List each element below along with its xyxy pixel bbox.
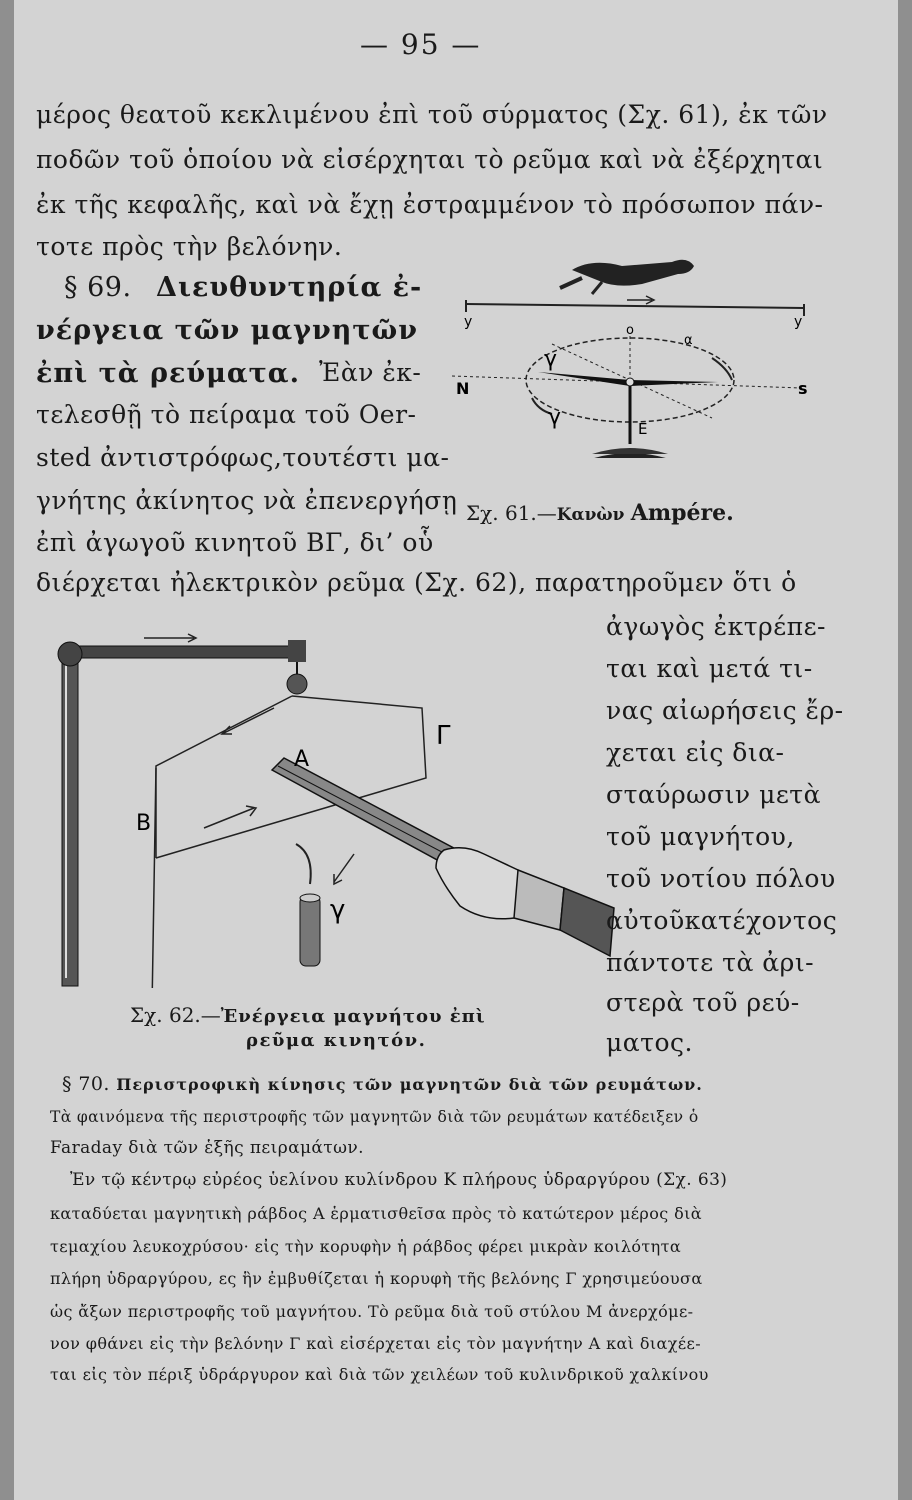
text-line: νον φθάνει εἰς τὴν βελόνην Γ καὶ εἰσέρχεται εἰς τὸν μαγνήτην Α καὶ διαχέε- bbox=[50, 1334, 702, 1353]
label-alpha: α bbox=[684, 333, 693, 348]
label-gamma-lower: γ bbox=[548, 405, 562, 430]
caption-title: Κανὼν bbox=[556, 505, 625, 525]
label-y-right: y bbox=[794, 314, 803, 330]
section-title: Διευθυντηρία ἐ- bbox=[156, 272, 423, 303]
label-gamma: γ bbox=[330, 895, 346, 925]
caption-prefix: Σχ. 62.— bbox=[130, 1003, 221, 1027]
label-G: Γ bbox=[436, 721, 451, 751]
text-line: ται εἰς τὸν πέριξ ὑδράργυρον καὶ διὰ τῶν χειλέων τοῦ κυλινδρικοῦ χαλκίνου bbox=[50, 1365, 709, 1384]
label-o: o bbox=[626, 323, 634, 338]
label-N: N bbox=[456, 379, 470, 398]
text-line: μέρος θεατοῦ κεκλιμένου ἐπὶ τοῦ σύρματος (Σχ. 61), ἐκ τῶν bbox=[36, 100, 828, 129]
figure-62-caption-line1 bbox=[130, 1003, 486, 1027]
text-line: sted ἀντιστρόφως,τουτέστι μα- bbox=[36, 443, 450, 472]
caption-name: Ampére. bbox=[630, 500, 734, 526]
page-number: — 95 — bbox=[360, 28, 482, 61]
figure-61-ampere-rule bbox=[442, 248, 832, 458]
section-number: § 69. bbox=[64, 272, 132, 303]
text-line: τεμαχίου λευκοχρύσου· εἰς τὴν κορυφὴν ἡ ράβδος φέρει μικρὰν κοιλότητα bbox=[50, 1237, 682, 1256]
figure-62-magnet-current bbox=[44, 618, 624, 988]
figure-62-caption-line2: ρεῦμα κινητόν. bbox=[246, 1030, 427, 1051]
text-line: τοτε πρὸς τὴν βελόνην. bbox=[36, 232, 343, 261]
text-line: ὡς ἄξων περιστροφῆς τοῦ μαγνήτου. Τὸ ρεῦμα διὰ τοῦ στύλου Μ ἀνερχόμε- bbox=[50, 1302, 694, 1321]
label-B: B bbox=[136, 811, 152, 836]
text-line: πλήρη ὑδραργύρου, ες ἣν ἐμβυθίζεται ἡ κορυφὴ τῆς βελόνης Γ χρησιμεύουσα bbox=[50, 1269, 703, 1288]
text-line: ματος. bbox=[606, 1028, 693, 1057]
label-E: E bbox=[638, 420, 648, 438]
book-page bbox=[14, 0, 898, 1500]
label-A: A bbox=[294, 747, 310, 772]
text-line: Τὰ φαινόμενα τῆς περιστροφῆς τῶν μαγνητῶν διὰ τῶν ρευμάτων κατέδειξεν ὁ bbox=[50, 1108, 699, 1126]
text-line: Ἐὰν ἐκ- bbox=[319, 358, 422, 387]
text-line: νας αἰωρήσεις ἔρ- bbox=[606, 696, 844, 725]
text-line: Faraday διὰ τῶν ἑξῆς πειραμάτων. bbox=[50, 1138, 364, 1158]
text-line: καταδύεται μαγνητικὴ ράβδος Α ἑρματισθεῖσα πρὸς τὸ κατώτερον μέρος διὰ bbox=[50, 1204, 703, 1223]
text-line: ἐπὶ ἀγωγοῦ κινητοῦ ΒΓ, δι’ οὗ bbox=[36, 528, 434, 557]
text-line: ἐκ τῆς κεφαλῆς, καὶ νὰ ἔχῃ ἐστραμμένον τὸ πρόσωπον πάν- bbox=[36, 190, 824, 219]
text-line: σταύρωσιν μετὰ bbox=[606, 780, 821, 809]
section-title: Περιστροφικὴ κίνησις τῶν μαγνητῶν διὰ τῶν ρευμάτων. bbox=[116, 1075, 703, 1094]
label-gamma: γ bbox=[544, 347, 558, 372]
text-line: στερὰ τοῦ ρεύ- bbox=[606, 988, 800, 1017]
caption-prefix: Σχ. 61.— bbox=[466, 501, 557, 525]
section-number: § 70. bbox=[62, 1073, 110, 1095]
text-line: διέρχεται ἠλεκτρικὸν ρεῦμα (Σχ. 62), παρατηροῦμεν ὅτι ὁ bbox=[36, 568, 797, 597]
text-line: πάντοτε τὰ ἀρι- bbox=[606, 948, 815, 977]
text-line: χεται εἰς δια- bbox=[606, 738, 785, 767]
section-title: νέργεια τῶν μαγνητῶν bbox=[36, 315, 418, 346]
section-title: ἐπὶ τὰ ρεύματα. bbox=[36, 358, 300, 389]
text-line: ται καὶ μετά τι- bbox=[606, 654, 813, 683]
label-S: s bbox=[798, 379, 808, 398]
label-y-left: y bbox=[464, 314, 473, 330]
text-line: τελεσθῇ τὸ πείραμα τοῦ Oer- bbox=[36, 400, 417, 429]
section-70-heading bbox=[62, 1073, 703, 1095]
text-line: γνήτης ἀκίνητος νὰ ἐπενεργήσῃ bbox=[36, 486, 458, 515]
figure-61-caption bbox=[466, 500, 734, 526]
text-line: ποδῶν τοῦ ὁποίου νὰ εἰσέρχηται τὸ ρεῦμα καὶ νὰ ἐξέρχηται bbox=[36, 145, 824, 174]
text-line: ἀγωγὸς ἐκτρέπε- bbox=[606, 612, 826, 641]
caption-title: Ἐνέργεια μαγνήτου ἐπὶ bbox=[220, 1006, 486, 1027]
text-line: τοῦ μαγνήτου, bbox=[606, 822, 795, 851]
text-line: Ἐν τῷ κέντρῳ εὐρέος ὑελίνου κυλίνδρου Κ πλήρους ὑδραργύρου (Σχ. 63) bbox=[70, 1170, 728, 1190]
text-line: τοῦ νοτίου πόλου bbox=[606, 864, 836, 893]
text-line: αὐτοῦκατέχοντος bbox=[606, 906, 838, 935]
